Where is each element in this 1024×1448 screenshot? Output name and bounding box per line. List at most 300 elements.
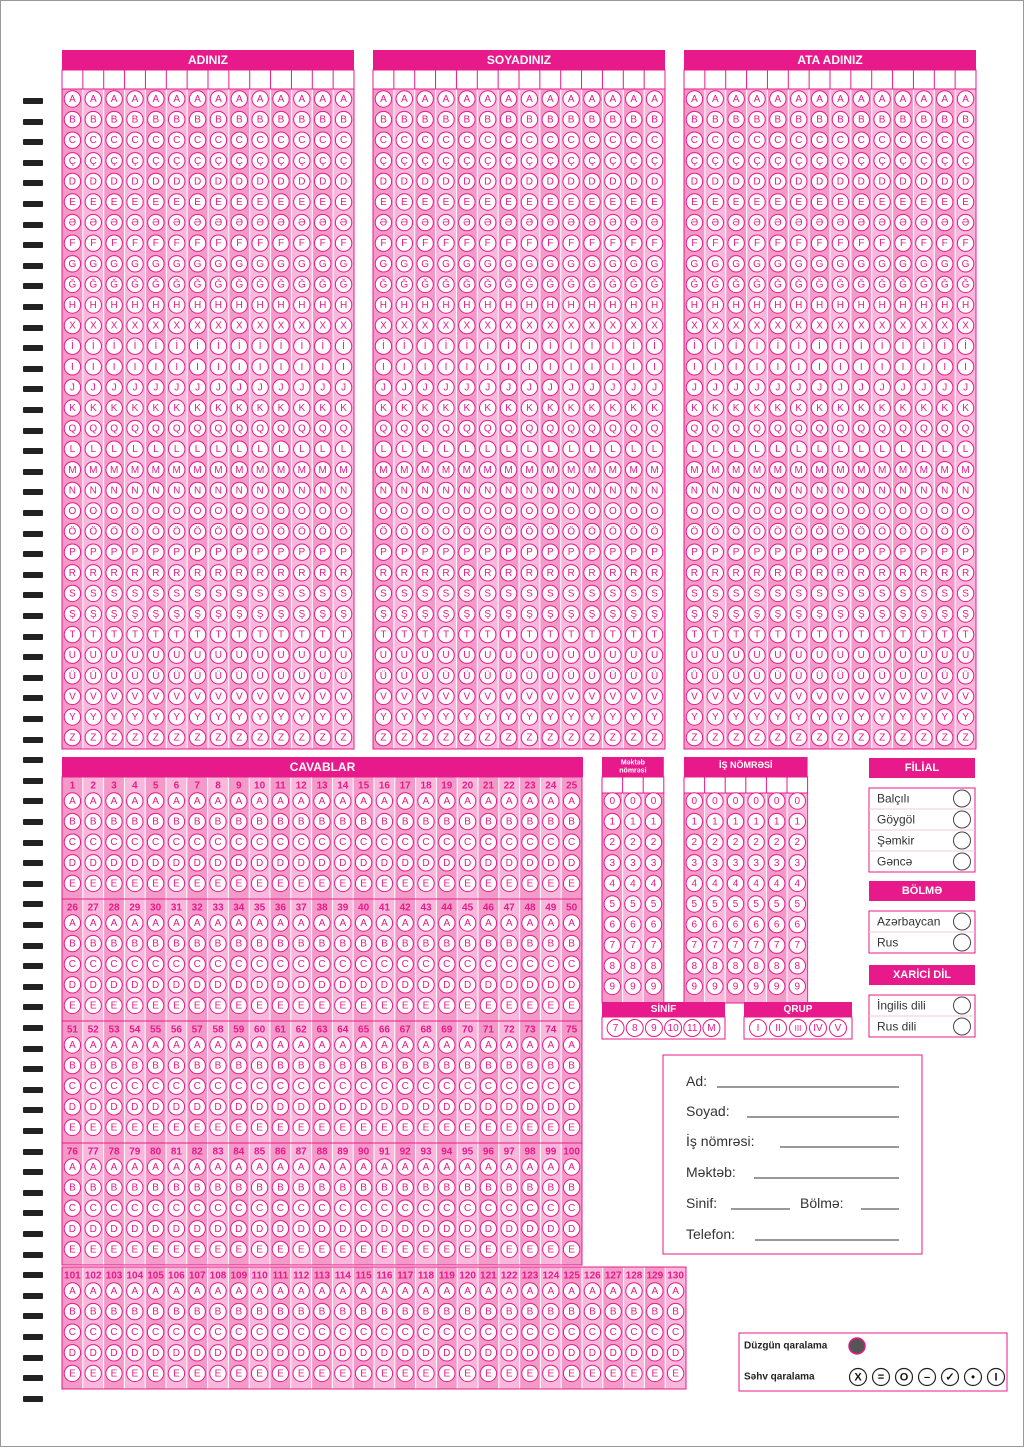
letter-bubble[interactable] [707, 544, 723, 560]
letter-bubble[interactable] [728, 338, 744, 354]
letter-bubble[interactable] [210, 194, 226, 210]
letter-bubble[interactable] [728, 317, 744, 333]
letter-bubble[interactable] [85, 585, 101, 601]
answer-bubble[interactable] [231, 977, 247, 993]
letter-bubble[interactable] [417, 173, 433, 189]
letter-bubble[interactable] [500, 91, 516, 107]
letter-bubble[interactable] [231, 153, 247, 169]
answer-bubble[interactable] [85, 935, 101, 951]
letter-bubble[interactable] [686, 606, 702, 622]
letter-bubble[interactable] [686, 276, 702, 292]
letter-bubble[interactable] [294, 503, 310, 519]
answer-bubble[interactable] [251, 997, 267, 1013]
letter-bubble[interactable] [521, 482, 537, 498]
letter-bubble[interactable] [957, 544, 973, 560]
letter-bubble[interactable] [916, 276, 932, 292]
letter-bubble[interactable] [417, 214, 433, 230]
answer-bubble[interactable] [231, 935, 247, 951]
letter-bubble[interactable] [85, 194, 101, 210]
letter-bubble[interactable] [832, 359, 848, 375]
answer-bubble[interactable] [85, 997, 101, 1013]
letter-bubble[interactable] [127, 503, 143, 519]
letter-bubble[interactable] [459, 297, 475, 313]
letter-bubble[interactable] [874, 606, 890, 622]
letter-bubble[interactable] [957, 91, 973, 107]
letter-bubble[interactable] [521, 379, 537, 395]
letter-bubble[interactable] [626, 606, 642, 622]
letter-bubble[interactable] [957, 626, 973, 642]
letter-bubble[interactable] [396, 214, 412, 230]
letter-bubble[interactable] [294, 462, 310, 478]
letter-bubble[interactable] [584, 297, 600, 313]
letter-bubble[interactable] [335, 317, 351, 333]
answer-bubble[interactable] [251, 813, 267, 829]
letter-bubble[interactable] [646, 132, 662, 148]
answer-bubble[interactable] [314, 956, 330, 972]
letter-bubble[interactable] [584, 441, 600, 457]
answer-bubble[interactable] [543, 875, 559, 891]
letter-bubble[interactable] [459, 256, 475, 272]
letter-bubble[interactable] [189, 523, 205, 539]
letter-bubble[interactable] [396, 194, 412, 210]
letter-bubble[interactable] [148, 317, 164, 333]
letter-bubble[interactable] [770, 359, 786, 375]
letter-bubble[interactable] [106, 647, 122, 663]
letter-bubble[interactable] [542, 668, 558, 684]
letter-bubble[interactable] [189, 729, 205, 745]
letter-bubble[interactable] [707, 235, 723, 251]
letter-bubble[interactable] [396, 111, 412, 127]
letter-bubble[interactable] [438, 626, 454, 642]
letter-bubble[interactable] [937, 256, 953, 272]
letter-bubble[interactable] [500, 214, 516, 230]
letter-bubble[interactable] [189, 647, 205, 663]
letter-bubble[interactable] [895, 688, 911, 704]
letter-bubble[interactable] [791, 668, 807, 684]
letter-bubble[interactable] [294, 276, 310, 292]
letter-bubble[interactable] [438, 606, 454, 622]
letter-bubble[interactable] [832, 276, 848, 292]
letter-bubble[interactable] [626, 482, 642, 498]
letter-bubble[interactable] [937, 544, 953, 560]
letter-bubble[interactable] [231, 626, 247, 642]
letter-bubble[interactable] [500, 606, 516, 622]
answer-bubble[interactable] [168, 915, 184, 931]
letter-bubble[interactable] [832, 214, 848, 230]
letter-bubble[interactable] [438, 91, 454, 107]
letter-bubble[interactable] [459, 626, 475, 642]
letter-bubble[interactable] [770, 214, 786, 230]
letter-bubble[interactable] [335, 276, 351, 292]
letter-bubble[interactable] [563, 111, 579, 127]
letter-bubble[interactable] [85, 256, 101, 272]
letter-bubble[interactable] [273, 276, 289, 292]
letter-bubble[interactable] [521, 503, 537, 519]
letter-bubble[interactable] [335, 709, 351, 725]
letter-bubble[interactable] [64, 379, 80, 395]
letter-bubble[interactable] [500, 482, 516, 498]
letter-bubble[interactable] [375, 338, 391, 354]
letter-bubble[interactable] [64, 523, 80, 539]
letter-bubble[interactable] [874, 420, 890, 436]
letter-bubble[interactable] [396, 91, 412, 107]
letter-bubble[interactable] [916, 420, 932, 436]
letter-bubble[interactable] [791, 194, 807, 210]
letter-bubble[interactable] [853, 503, 869, 519]
letter-bubble[interactable] [459, 729, 475, 745]
letter-bubble[interactable] [64, 441, 80, 457]
letter-bubble[interactable] [895, 482, 911, 498]
letter-bubble[interactable] [832, 297, 848, 313]
answer-bubble[interactable] [293, 956, 309, 972]
letter-bubble[interactable] [148, 647, 164, 663]
letter-bubble[interactable] [335, 235, 351, 251]
answer-bubble[interactable] [563, 875, 579, 891]
letter-bubble[interactable] [853, 462, 869, 478]
letter-bubble[interactable] [521, 729, 537, 745]
letter-bubble[interactable] [335, 173, 351, 189]
letter-bubble[interactable] [832, 647, 848, 663]
letter-bubble[interactable] [605, 668, 621, 684]
answer-bubble[interactable] [376, 855, 392, 871]
answer-bubble[interactable] [85, 855, 101, 871]
letter-bubble[interactable] [148, 606, 164, 622]
answer-bubble[interactable] [231, 793, 247, 809]
letter-bubble[interactable] [584, 668, 600, 684]
letter-bubble[interactable] [728, 235, 744, 251]
letter-bubble[interactable] [480, 729, 496, 745]
letter-bubble[interactable] [189, 688, 205, 704]
letter-bubble[interactable] [210, 729, 226, 745]
answer-bubble[interactable] [210, 875, 226, 891]
answer-bubble[interactable] [459, 997, 475, 1013]
letter-bubble[interactable] [438, 523, 454, 539]
letter-bubble[interactable] [686, 585, 702, 601]
letter-bubble[interactable] [584, 256, 600, 272]
answer-bubble[interactable] [439, 915, 455, 931]
letter-bubble[interactable] [832, 235, 848, 251]
letter-bubble[interactable] [811, 379, 827, 395]
letter-bubble[interactable] [127, 523, 143, 539]
letter-bubble[interactable] [916, 668, 932, 684]
letter-bubble[interactable] [916, 153, 932, 169]
letter-bubble[interactable] [521, 132, 537, 148]
letter-bubble[interactable] [916, 214, 932, 230]
letter-bubble[interactable] [294, 647, 310, 663]
letter-bubble[interactable] [749, 503, 765, 519]
letter-bubble[interactable] [335, 153, 351, 169]
letter-bubble[interactable] [707, 400, 723, 416]
letter-bubble[interactable] [853, 647, 869, 663]
letter-bubble[interactable] [832, 256, 848, 272]
letter-bubble[interactable] [811, 132, 827, 148]
letter-bubble[interactable] [832, 153, 848, 169]
letter-bubble[interactable] [375, 626, 391, 642]
letter-bubble[interactable] [64, 153, 80, 169]
letter-bubble[interactable] [937, 153, 953, 169]
letter-bubble[interactable] [563, 441, 579, 457]
letter-bubble[interactable] [396, 256, 412, 272]
answer-bubble[interactable] [501, 997, 517, 1013]
letter-bubble[interactable] [957, 709, 973, 725]
letter-bubble[interactable] [375, 276, 391, 292]
letter-bubble[interactable] [500, 194, 516, 210]
letter-bubble[interactable] [832, 544, 848, 560]
letter-bubble[interactable] [874, 91, 890, 107]
letter-bubble[interactable] [707, 153, 723, 169]
letter-bubble[interactable] [169, 256, 185, 272]
letter-bubble[interactable] [273, 585, 289, 601]
letter-bubble[interactable] [252, 626, 268, 642]
letter-bubble[interactable] [646, 91, 662, 107]
letter-bubble[interactable] [584, 359, 600, 375]
letter-bubble[interactable] [189, 462, 205, 478]
letter-bubble[interactable] [542, 647, 558, 663]
letter-bubble[interactable] [584, 729, 600, 745]
letter-bubble[interactable] [459, 400, 475, 416]
letter-bubble[interactable] [542, 276, 558, 292]
letter-bubble[interactable] [459, 91, 475, 107]
letter-bubble[interactable] [210, 688, 226, 704]
letter-bubble[interactable] [811, 235, 827, 251]
letter-bubble[interactable] [231, 441, 247, 457]
letter-bubble[interactable] [231, 462, 247, 478]
answer-bubble[interactable] [64, 935, 80, 951]
letter-bubble[interactable] [707, 317, 723, 333]
letter-bubble[interactable] [417, 668, 433, 684]
answer-bubble[interactable] [355, 977, 371, 993]
letter-bubble[interactable] [231, 317, 247, 333]
letter-bubble[interactable] [874, 668, 890, 684]
letter-bubble[interactable] [916, 647, 932, 663]
letter-bubble[interactable] [85, 647, 101, 663]
letter-bubble[interactable] [210, 565, 226, 581]
letter-bubble[interactable] [646, 544, 662, 560]
letter-bubble[interactable] [294, 91, 310, 107]
letter-bubble[interactable] [375, 91, 391, 107]
letter-bubble[interactable] [273, 194, 289, 210]
answer-bubble[interactable] [189, 875, 205, 891]
letter-bubble[interactable] [770, 668, 786, 684]
letter-bubble[interactable] [500, 523, 516, 539]
letter-bubble[interactable] [707, 276, 723, 292]
letter-bubble[interactable] [791, 544, 807, 560]
letter-bubble[interactable] [459, 565, 475, 581]
letter-bubble[interactable] [335, 585, 351, 601]
letter-bubble[interactable] [459, 503, 475, 519]
letter-bubble[interactable] [252, 420, 268, 436]
letter-bubble[interactable] [646, 359, 662, 375]
letter-bubble[interactable] [294, 173, 310, 189]
letter-bubble[interactable] [459, 688, 475, 704]
letter-bubble[interactable] [459, 441, 475, 457]
letter-bubble[interactable] [294, 606, 310, 622]
letter-bubble[interactable] [417, 503, 433, 519]
answer-bubble[interactable] [397, 915, 413, 931]
letter-bubble[interactable] [895, 565, 911, 581]
letter-bubble[interactable] [106, 379, 122, 395]
letter-bubble[interactable] [957, 256, 973, 272]
letter-bubble[interactable] [874, 194, 890, 210]
letter-bubble[interactable] [335, 132, 351, 148]
letter-bubble[interactable] [542, 194, 558, 210]
letter-bubble[interactable] [749, 523, 765, 539]
letter-bubble[interactable] [916, 91, 932, 107]
letter-bubble[interactable] [252, 91, 268, 107]
letter-bubble[interactable] [874, 153, 890, 169]
letter-bubble[interactable] [728, 297, 744, 313]
letter-bubble[interactable] [728, 214, 744, 230]
letter-bubble[interactable] [646, 256, 662, 272]
letter-bubble[interactable] [563, 565, 579, 581]
letter-bubble[interactable] [294, 729, 310, 745]
answer-bubble[interactable] [168, 997, 184, 1013]
answer-bubble[interactable] [147, 997, 163, 1013]
letter-bubble[interactable] [874, 647, 890, 663]
answer-bubble[interactable] [293, 977, 309, 993]
letter-bubble[interactable] [127, 379, 143, 395]
letter-bubble[interactable] [957, 668, 973, 684]
letter-bubble[interactable] [252, 297, 268, 313]
letter-bubble[interactable] [106, 91, 122, 107]
letter-bubble[interactable] [832, 111, 848, 127]
letter-bubble[interactable] [521, 194, 537, 210]
letter-bubble[interactable] [791, 379, 807, 395]
letter-bubble[interactable] [106, 317, 122, 333]
letter-bubble[interactable] [500, 729, 516, 745]
answer-bubble[interactable] [459, 956, 475, 972]
letter-bubble[interactable] [417, 235, 433, 251]
letter-bubble[interactable] [85, 565, 101, 581]
letter-bubble[interactable] [957, 153, 973, 169]
letter-bubble[interactable] [396, 297, 412, 313]
letter-bubble[interactable] [417, 709, 433, 725]
letter-bubble[interactable] [749, 482, 765, 498]
letter-bubble[interactable] [749, 668, 765, 684]
letter-bubble[interactable] [584, 523, 600, 539]
letter-bubble[interactable] [853, 91, 869, 107]
letter-bubble[interactable] [542, 585, 558, 601]
letter-bubble[interactable] [148, 709, 164, 725]
letter-bubble[interactable] [169, 462, 185, 478]
answer-bubble[interactable] [189, 977, 205, 993]
letter-bubble[interactable] [626, 647, 642, 663]
letter-bubble[interactable] [916, 585, 932, 601]
letter-bubble[interactable] [127, 709, 143, 725]
letter-bubble[interactable] [106, 606, 122, 622]
letter-bubble[interactable] [64, 256, 80, 272]
letter-bubble[interactable] [895, 606, 911, 622]
letter-bubble[interactable] [106, 214, 122, 230]
letter-bubble[interactable] [127, 194, 143, 210]
letter-bubble[interactable] [957, 462, 973, 478]
letter-bubble[interactable] [459, 173, 475, 189]
letter-bubble[interactable] [749, 379, 765, 395]
letter-bubble[interactable] [957, 441, 973, 457]
letter-bubble[interactable] [749, 688, 765, 704]
letter-bubble[interactable] [106, 668, 122, 684]
letter-bubble[interactable] [563, 503, 579, 519]
letter-bubble[interactable] [874, 688, 890, 704]
letter-bubble[interactable] [895, 379, 911, 395]
letter-bubble[interactable] [874, 565, 890, 581]
answer-bubble[interactable] [459, 813, 475, 829]
letter-bubble[interactable] [480, 91, 496, 107]
letter-bubble[interactable] [252, 173, 268, 189]
letter-bubble[interactable] [895, 91, 911, 107]
letter-bubble[interactable] [148, 214, 164, 230]
letter-bubble[interactable] [148, 276, 164, 292]
answer-bubble[interactable] [439, 956, 455, 972]
letter-bubble[interactable] [169, 338, 185, 354]
letter-bubble[interactable] [791, 400, 807, 416]
answer-bubble[interactable] [106, 793, 122, 809]
answer-bubble[interactable] [335, 977, 351, 993]
letter-bubble[interactable] [563, 256, 579, 272]
letter-bubble[interactable] [563, 153, 579, 169]
letter-bubble[interactable] [521, 317, 537, 333]
letter-bubble[interactable] [542, 111, 558, 127]
letter-bubble[interactable] [811, 585, 827, 601]
letter-bubble[interactable] [106, 688, 122, 704]
letter-bubble[interactable] [584, 606, 600, 622]
letter-bubble[interactable] [127, 297, 143, 313]
letter-bubble[interactable] [707, 482, 723, 498]
letter-bubble[interactable] [500, 256, 516, 272]
letter-bubble[interactable] [895, 709, 911, 725]
letter-bubble[interactable] [937, 503, 953, 519]
answer-bubble[interactable] [522, 793, 538, 809]
letter-bubble[interactable] [315, 565, 331, 581]
answer-bubble[interactable] [355, 855, 371, 871]
answer-bubble[interactable] [168, 935, 184, 951]
letter-bubble[interactable] [728, 400, 744, 416]
letter-bubble[interactable] [417, 462, 433, 478]
letter-bubble[interactable] [500, 338, 516, 354]
answer-bubble[interactable] [335, 855, 351, 871]
letter-bubble[interactable] [375, 668, 391, 684]
answer-bubble[interactable] [64, 855, 80, 871]
letter-bubble[interactable] [749, 256, 765, 272]
answer-bubble[interactable] [501, 935, 517, 951]
letter-bubble[interactable] [728, 668, 744, 684]
letter-bubble[interactable] [189, 91, 205, 107]
answer-bubble[interactable] [210, 793, 226, 809]
letter-bubble[interactable] [210, 606, 226, 622]
letter-bubble[interactable] [563, 606, 579, 622]
letter-bubble[interactable] [315, 379, 331, 395]
letter-bubble[interactable] [832, 338, 848, 354]
letter-bubble[interactable] [375, 359, 391, 375]
letter-bubble[interactable] [811, 565, 827, 581]
answer-bubble[interactable] [106, 834, 122, 850]
letter-bubble[interactable] [438, 359, 454, 375]
letter-bubble[interactable] [231, 235, 247, 251]
letter-bubble[interactable] [231, 503, 247, 519]
answer-bubble[interactable] [335, 915, 351, 931]
letter-bubble[interactable] [210, 400, 226, 416]
letter-bubble[interactable] [252, 503, 268, 519]
letter-bubble[interactable] [521, 565, 537, 581]
letter-bubble[interactable] [480, 565, 496, 581]
letter-bubble[interactable] [169, 503, 185, 519]
letter-bubble[interactable] [853, 214, 869, 230]
letter-bubble[interactable] [85, 523, 101, 539]
letter-bubble[interactable] [626, 338, 642, 354]
answer-bubble[interactable] [106, 855, 122, 871]
letter-bubble[interactable] [542, 482, 558, 498]
letter-bubble[interactable] [605, 132, 621, 148]
